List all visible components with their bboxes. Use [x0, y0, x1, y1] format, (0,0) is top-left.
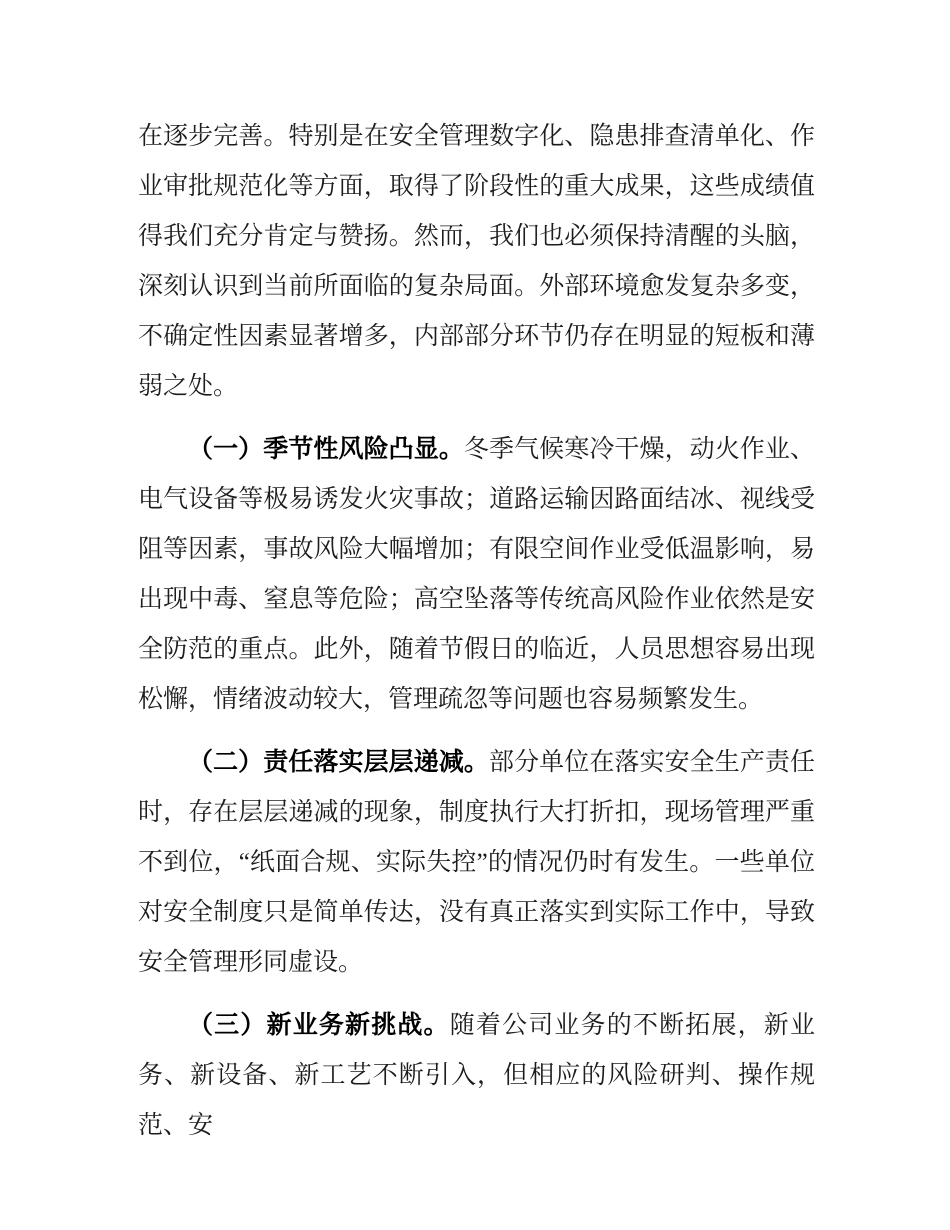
section-heading-run: （一）季节性风险凸显。: [188, 436, 464, 463]
section-heading-run: （三）新业务新挑战。: [188, 1012, 450, 1039]
body-text-run: 部分单位在落实安全生产责任时，存在层层递减的现象，制度执行大打折扣，现场管理严重不到位，“纸面合规、实际失控”的情况仍时有发生。一些单位对安全制度只是简单传达，没有真正落实到实际工作中，导致安全管理形同虚设。: [138, 749, 815, 976]
paragraph: [138, 1001, 815, 1151]
paragraph: [138, 425, 815, 725]
body-text-run: 在逐步完善。特别是在安全管理数字化、隐患排查清单化、作业审批规范化等方面，取得了阶段性的重大成果，这些成绩值得我们充分肯定与赞扬。然而，我们也必须保持清醒的头脑，深刻认识到当前所面临的复杂局面。外部环境愈发复杂多变，不确定性因素显著增多，内部部分环节仍存在明显的短板和薄弱之处。: [138, 123, 815, 400]
paragraph: [138, 112, 815, 412]
body-text-run: 冬季气候寒冷干燥，动火作业、电气设备等极易诱发火灾事故；道路运输因路面结冰、视线受阻等因素，事故风险大幅增加；有限空间作业受低温影响，易出现中毒、窒息等危险；高空坠落等传统高风险作业依然是安全防范的重点。此外，随着节假日的临近，人员思想容易出现松懈，情绪波动较大，管理疏忽等问题也容易频繁发生。: [138, 436, 815, 713]
body-text-run: 随着公司业务的不断拓展，新业务、新设备、新工艺不断引入，但相应的风险研判、操作规范、安: [138, 1012, 815, 1139]
section-heading-run: （二）责任落实层层递减。: [188, 749, 489, 776]
paragraph: [138, 738, 815, 988]
document-body: [138, 112, 815, 1151]
